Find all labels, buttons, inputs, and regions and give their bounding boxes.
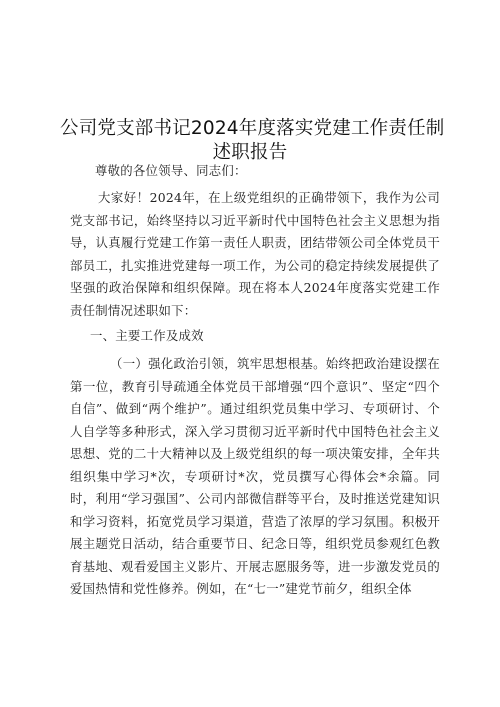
body-paragraph: （一）强化政治引领，筑牢思想根基。始终把政治建设摆在第一位，教育引导疏通全体党员干部增强“四个意识”、坚定“四个自信”、做到“两个维护”。通过组织党员集中学习、专项研讨、个人自学等多种形式，深入学习贯彻习近平新时代中国特色社会主义思想、党的二十大精神以及上级党组织的每一项决策安排，全年共组织集中学习*次，专项研讨*次，党员撰写心得体会*余篇。同时，利用“学习强国”、公司内部微信群等平台，及时推送党建知识和学习资料，拓宽党员学习渠道，营造了浓厚的学习氛围。积极开展主题党日活动，结合重要节日、纪念日等，组织党员参观红色教育基地、观看爱国主义影片、开展志愿服务等，进一步激发党员的爱国热情和党性修养。例如，在“七一”建党节前夕，组织全体 (70, 356, 440, 596)
opening-paragraph: 大家好！2024年，在上级党组织的正确带领下，我作为公司党支部书记，始终坚持以习近平新时代中国特色社会主义思想为指导，认真履行党建工作第一责任人职责，团结带领公司全体党员干部员工，扎实推进党建每一项工作，为公司的稳定持续发展提供了坚强的政治保障和组织保障。现在将本人2024年度落实党建工作责任制情况述职如下： (70, 190, 440, 318)
section-heading: 一、主要工作及成效 (90, 328, 204, 343)
salutation: 尊敬的各位领导、同志们： (95, 163, 247, 178)
document-title-line2: 述职报告 (212, 142, 288, 163)
document-title-line1: 公司党支部书记2024年度落实党建工作责任制 (60, 118, 445, 139)
